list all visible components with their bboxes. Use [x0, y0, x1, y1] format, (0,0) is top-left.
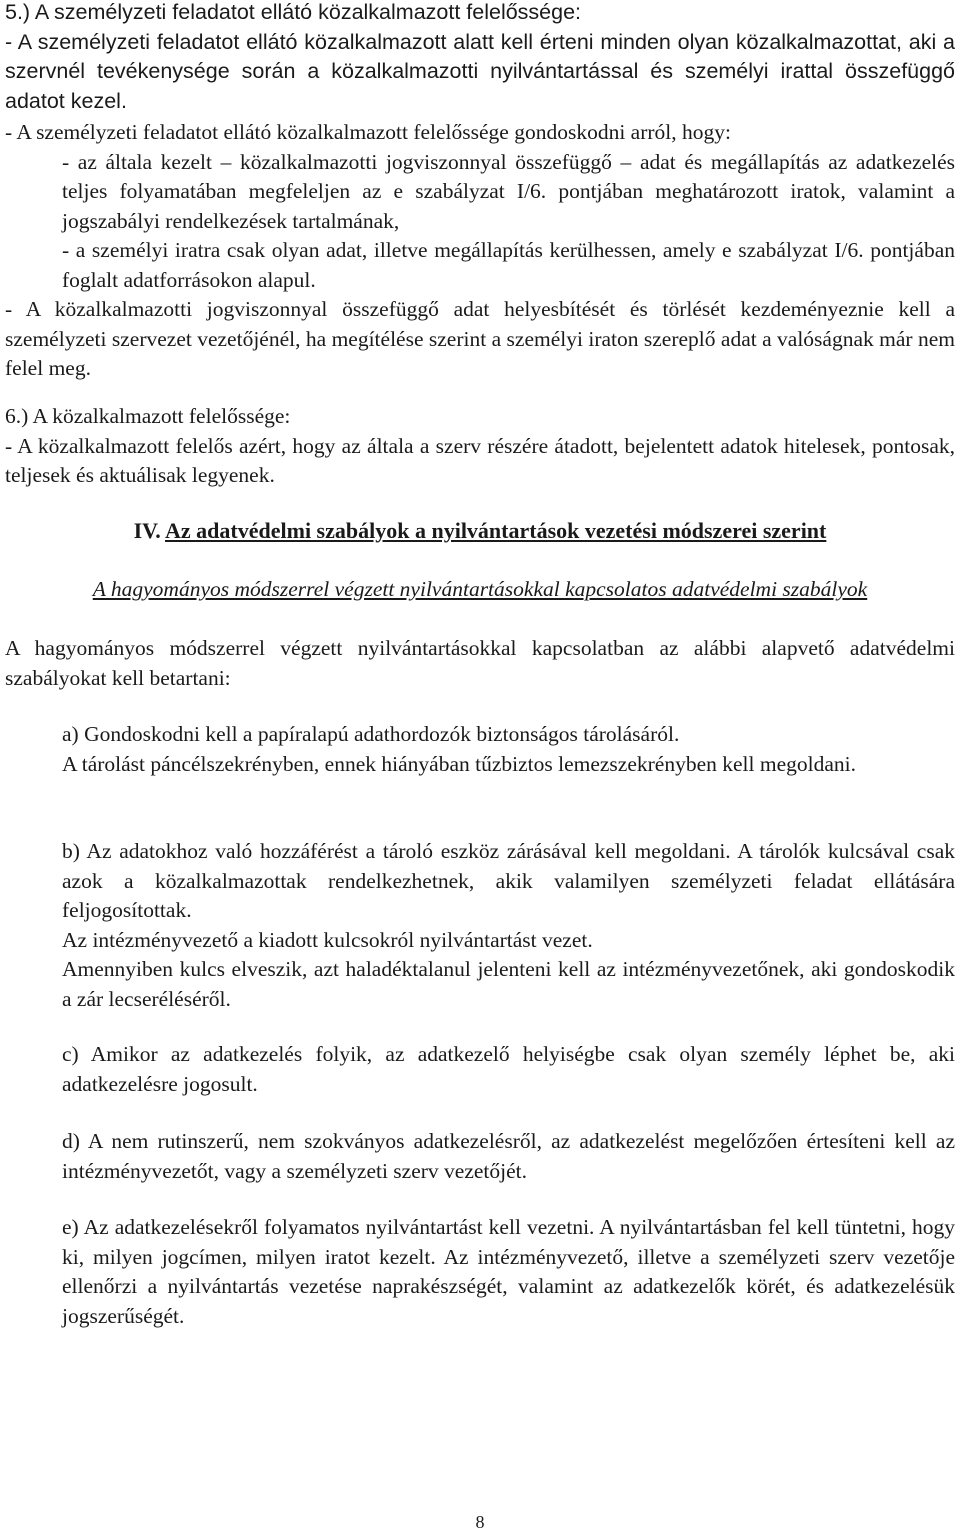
rule-d [5, 1127, 955, 1186]
section-5-responsibilities [5, 118, 955, 384]
rule-d-line-1: d) A nem rutinszerű, nem szokványos adatkezelésről, az adatkezelést megelőzően értesíteni kell az intézményvezetőt, vagy a személyzeti szerv vezetőjét. [62, 1129, 955, 1183]
section-6-paragraph-1: - A közalkalmazott felelős azért, hogy az általa a szerv részére átadott, bejelentett adatok hitelesek, pontosak, teljesek és aktuálisak legyenek. [5, 433, 955, 487]
rule-c-line-1: c) Amikor az adatkezelés folyik, az adatkezelő helyiségbe csak olyan személy léphet be, aki adatkezelésre jogosult. [62, 1042, 955, 1096]
intro-paragraph: A hagyományos módszerrel végzett nyilvántartásokkal kapcsolatban az alábbi alapvető adatvédelmi szabályokat kell betartani: [5, 636, 955, 690]
subsection-title: A hagyományos módszerrel végzett nyilvántartásokkal kapcsolatos adatvédelmi szabályok [92, 577, 868, 601]
section-iv-heading: Az adatvédelmi szabályok a nyilvántartások vezetési módszerei szerint [165, 518, 827, 543]
section-5-paragraph-1: - A személyzeti feladatot ellátó közalkalmazott alatt kell érteni minden olyan közalkalmazottat, aki a szervnél tevékenysége során a közalkalmazotti nyilvántartással és személyi irattal összefüggő adatot kezel. [5, 29, 955, 113]
rule-a-line-1: a) Gondoskodni kell a papíralapú adathordozók biztonságos tárolásáról. [62, 722, 680, 746]
section-5-paragraph-3: - A közalkalmazotti jogviszonnyal összefüggő adat helyesbítését és törlését kezdeményeznie kell a személyzeti szervezet vezetőjénél, ha megítélése szerint a személyi iraton szereplő adat a valóságnak már nem felel meg. [5, 297, 955, 380]
intro-block [5, 634, 955, 693]
section-6-heading: 6.) A közalkalmazott felelőssége: [5, 404, 291, 428]
section-5-heading: 5.) A személyzeti feladatot ellátó közalkalmazott felelőssége: [5, 0, 582, 24]
section-6 [5, 402, 955, 491]
section-5-item-a: - az általa kezelt – közalkalmazotti jogviszonnyal összefüggő – adat és megállapítás az adatkezelés teljes folyamatában megfeleljen az e szabályzat I/6. pontjában meghatározott iratok, valamint a jogszabályi rendelkezések tartalmának, [62, 149, 955, 233]
section-5-paragraph-2: - A személyzeti feladatot ellátó közalkalmazott felelőssége gondoskodni arról, hogy: [5, 120, 731, 144]
rule-b-line-2: Az intézményvezető a kiadott kulcsokról nyilvántartást vezet. [62, 927, 593, 952]
rule-a-line-2: A tárolást páncélszekrényben, ennek hiányában tűzbiztos lemezszekrényben kell megoldani. [62, 751, 856, 776]
rule-b-line-3: Amennyiben kulcs elveszik, azt haladéktalanul jelenteni kell az intézményvezetőnek, aki gondoskodik a zár lecseréléséről. [62, 957, 955, 1011]
rule-e [5, 1213, 955, 1331]
section-iv-number: IV. [133, 518, 161, 543]
rule-e-line-1: e) Az adatkezelésekről folyamatos nyilvántartást kell vezetni. A nyilvántartásban fel kell tüntetni, hogy ki, milyen jogcímen, milyen iratot kezelt. Az intézményvezető, illetve a személyzeti szerv vezetője ellenőrzi a nyilvántartás vezetése naprakészségét, valamint az adatkezelők körét, és adatkezelésük jogszerűségét. [62, 1215, 955, 1328]
section-iv-title [5, 518, 955, 544]
section-5 [5, 0, 955, 116]
page-number: 8 [475, 1512, 485, 1532]
rule-b-line-1: b) Az adatokhoz való hozzáférést a tároló eszköz zárásával kell megoldani. A tárolók kulcsával csak azok a közalkalmazottak rendelkezhetnek, akik valamilyen személyzeti feladat ellátására feljogosítottak. [62, 839, 955, 922]
rule-b [5, 837, 955, 1014]
rule-c [5, 1040, 955, 1099]
rule-a [5, 720, 955, 779]
section-5-item-b: - a személyi iratra csak olyan adat, illetve megállapítás kerülhessen, amely e szabályzat I/6. pontjában foglalt adatforrásokon alapul. [62, 238, 955, 292]
